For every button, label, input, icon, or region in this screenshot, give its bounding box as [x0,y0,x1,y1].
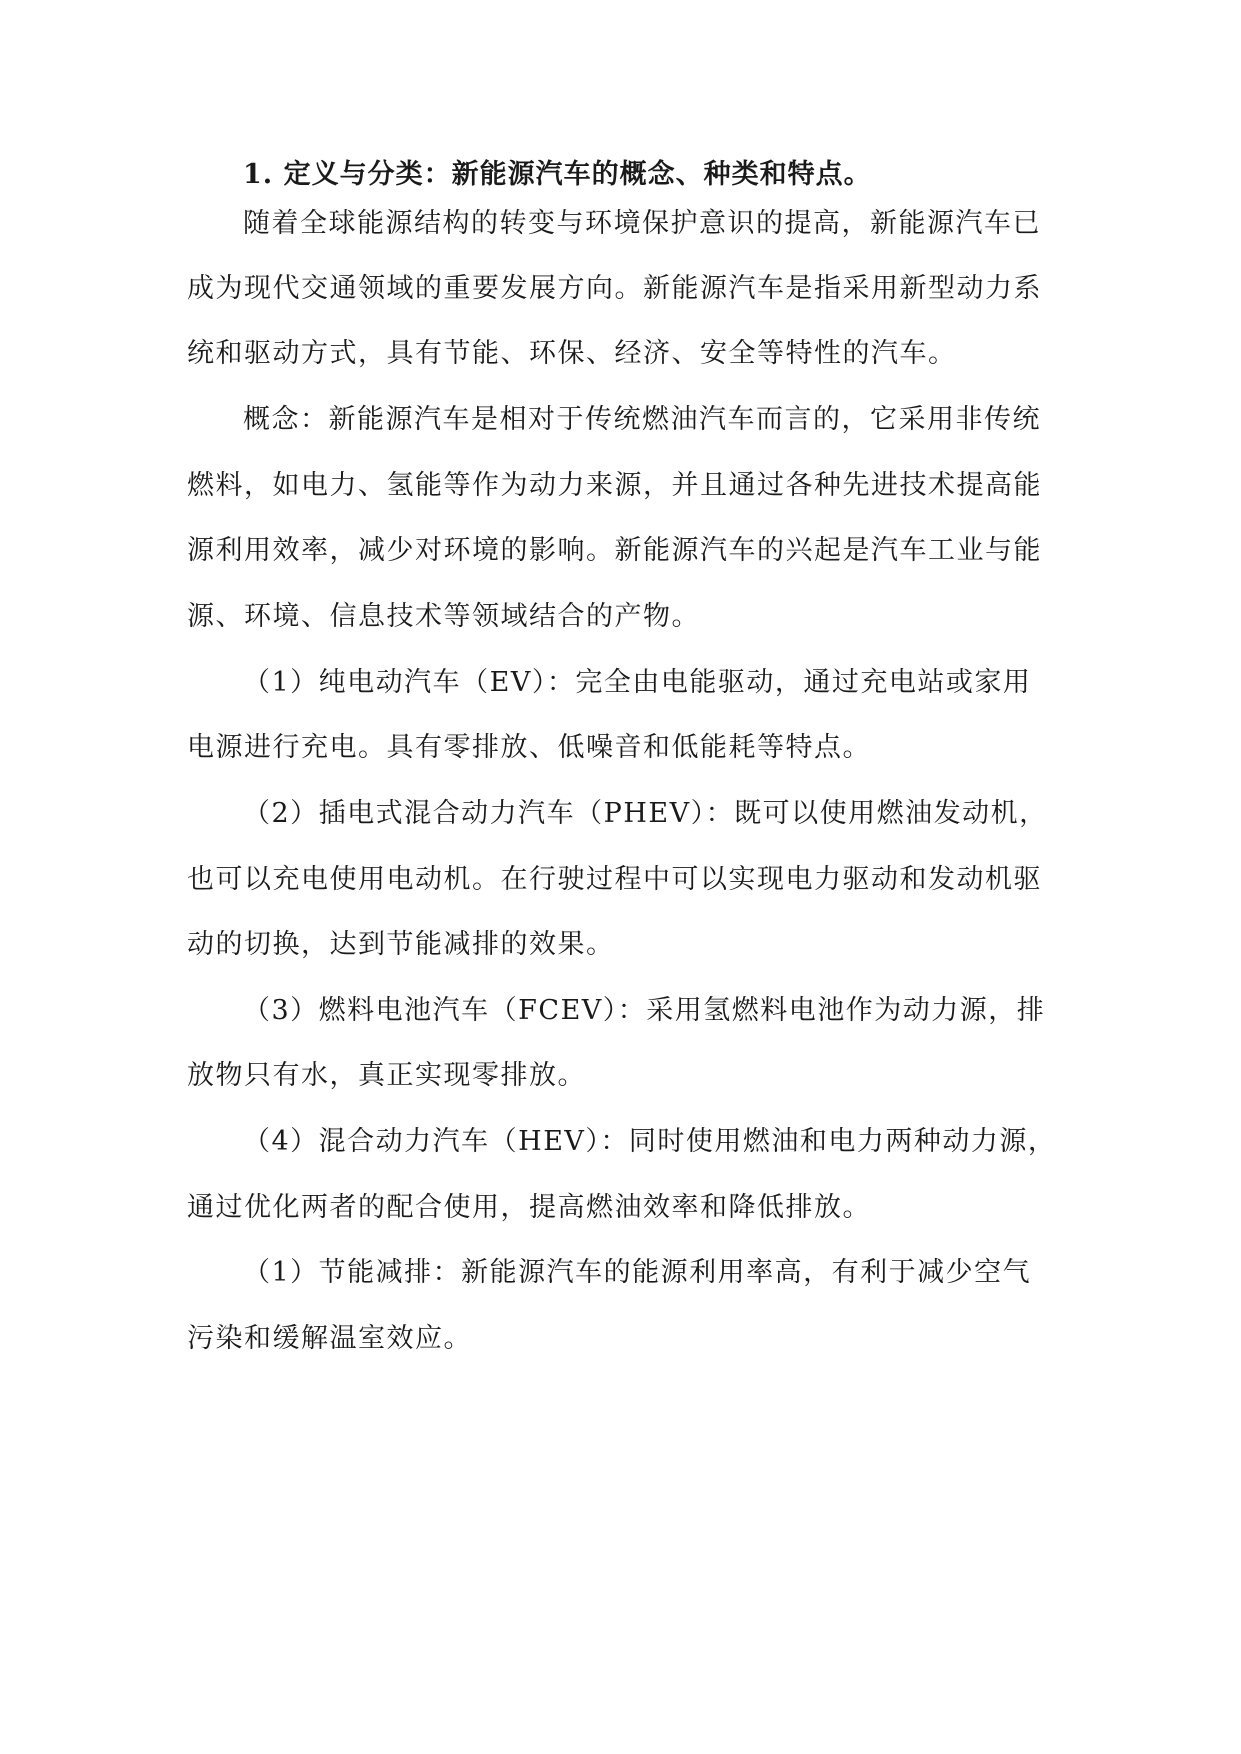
list-item-line: （3）燃料电池汽车（FCEV）：采用氢燃料电池作为动力源，排 [243,995,1046,1026]
paragraph-line: 成为现代交通领域的重要发展方向。新能源汽车是指采用新型动力系 [187,273,1042,304]
list-item-line: 通过优化两者的配合使用，提高燃油效率和降低排放。 [187,1192,871,1223]
list-item-line: 放物只有水，真正实现零排放。 [187,1060,586,1091]
list-item-line: （4）混合动力汽车（HEV）：同时使用燃油和电力两种动力源， [243,1126,1057,1157]
list-item-line: 动的切换，达到节能减排的效果。 [187,929,615,960]
paragraph-line: 随着全球能源结构的转变与环境保护意识的提高，新能源汽车已 [243,208,1041,239]
paragraph-line: 燃料，如电力、氢能等作为动力来源，并且通过各种先进技术提高能 [187,470,1042,501]
paragraph-line: 源利用效率，减少对环境的影响。新能源汽车的兴起是汽车工业与能 [187,535,1042,566]
paragraph-line: 概念：新能源汽车是相对于传统燃油汽车而言的，它采用非传统 [243,404,1041,435]
section-heading: 1. 定义与分类：新能源汽车的概念、种类和特点。 [243,159,872,190]
list-item-line: （1）纯电动汽车（EV）：完全由电能驱动，通过充电站或家用 [243,667,1032,698]
list-item-line: 污染和缓解温室效应。 [187,1323,472,1354]
list-item-line: 电源进行充电。具有零排放、低噪音和低能耗等特点。 [187,732,871,763]
paragraph-line: 源、环境、信息技术等领域结合的产物。 [187,601,700,632]
paragraph-line: 统和驱动方式，具有节能、环保、经济、安全等特性的汽车。 [187,338,957,369]
list-item-line: 也可以充电使用电动机。在行驶过程中可以实现电力驱动和发动机驱 [187,864,1042,895]
list-item-line: （1）节能减排：新能源汽车的能源利用率高，有利于减少空气 [243,1257,1032,1288]
list-item-line: （2）插电式混合动力汽车（PHEV）：既可以使用燃油发动机， [243,798,1048,829]
